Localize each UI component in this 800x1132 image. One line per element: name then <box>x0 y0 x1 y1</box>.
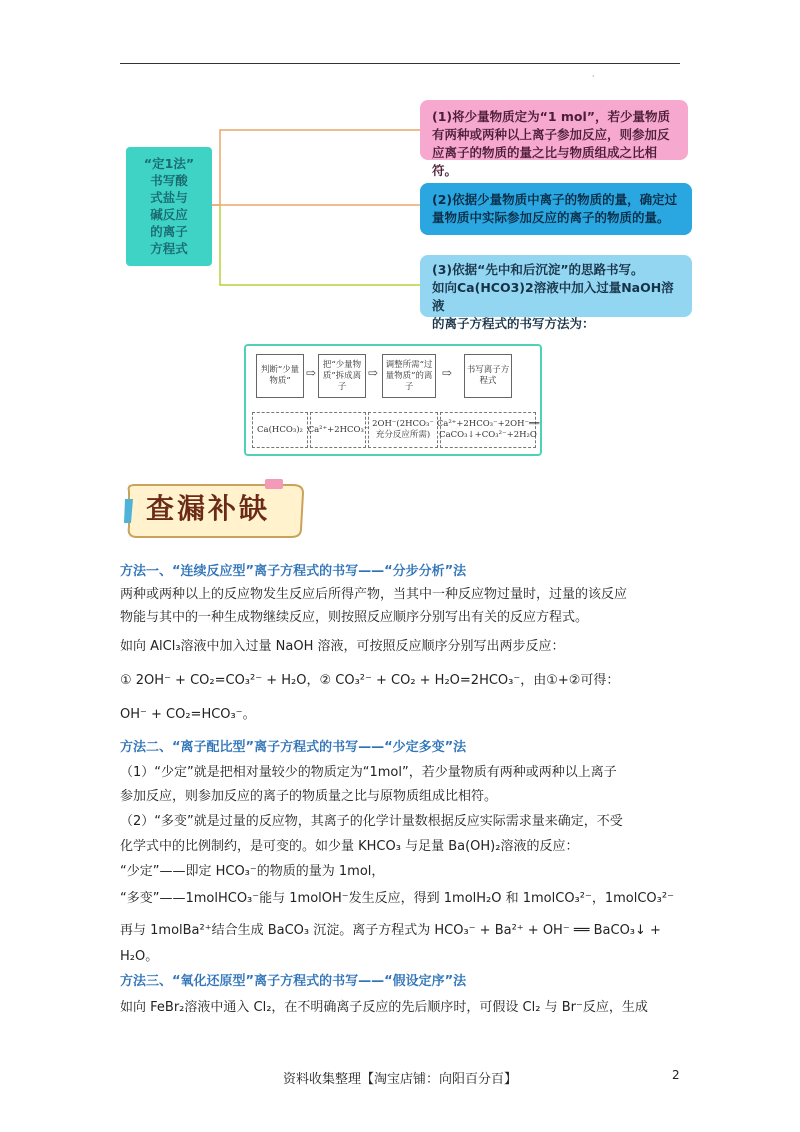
flow-result-4 <box>436 412 540 448</box>
method2-p6: “多变”——1molHCO₃⁻能与 1molOH⁻发生反应，得到 1molH₂O 和 1molCO₃²⁻，1molCO₃²⁻ <box>120 891 674 906</box>
method2-p5: “少定”——即定 HCO₃⁻的物质的量为 1mol， <box>120 864 385 879</box>
method3-heading: 方法三、“氧化还原型”离子方程式的书写——“假设定序”法 <box>120 974 467 989</box>
method2-p4: 化学式中的比例制约，是可变的。如少量 KHCO₃ 与足量 Ba(OH)₂溶液的反应： <box>120 839 579 854</box>
method2-p7: 再与 1molBa²⁺结合生成 BaCO₃ 沉淀。离子方程式为 HCO₃⁻ + Ba²⁺ + OH⁻ ══ BaCO₃↓ + <box>120 923 661 938</box>
method1-p2: 物能与其中的一种生成物继续反应，则按照反应顺序分别写出有关的反应方程式。 <box>120 610 589 625</box>
arrow-icon: ⇨ <box>442 366 453 380</box>
center-line: 式盐与 <box>150 190 188 205</box>
flow-diagram <box>244 344 542 456</box>
mindmap-center-topic <box>126 147 212 266</box>
arrow-icon: ⇨ <box>368 366 379 380</box>
method1-p4: ① 2OH⁻ + CO₂=CO₃²⁻ + H₂O，② CO₃²⁻ + CO₂ + H₂O=2HCO₃⁻，由①+②可得： <box>120 673 620 688</box>
method2-heading: 方法二、“离子配比型”离子方程式的书写——“少定多变”法 <box>120 740 467 755</box>
flow-step-1: 判断“少量物质” <box>256 354 304 398</box>
method3-p1: 如向 FeBr₂溶液中通入 Cl₂，在不明确离子反应的先后顺序时，可假设 Cl₂ 与 Br⁻反应，生成 <box>120 1000 648 1015</box>
method2-p1: （1）“少定”就是把相对量较少的物质定为“1mol”，若少量物质有两种或两种以上离子 <box>120 765 617 780</box>
center-line: 书写酸 <box>150 173 188 188</box>
mindmap-branch-1: (1)将少量物质定为“1 mol”，若少量物质有两种或两种以上离子参加反应，则参加反应离子的物质的量之比与物质组成之比相符。 <box>420 100 688 160</box>
flow-result-2: Ca²⁺+2HCO₃⁻ <box>310 412 366 448</box>
method2-p2: 参加反应，则参加反应的离子的物质量之比与原物质组成比相符。 <box>120 789 498 804</box>
branch3-line1: (3)依据“先中和后沉淀”的思路书写。 <box>432 262 644 277</box>
mindmap-branch-2: (2)依据少量物质中离子的物质的量，确定过量物质中实际参加反应的离子的物质的量。 <box>420 183 692 235</box>
flow-step-3: 调整所需“过量物质”的离子 <box>382 354 436 398</box>
flow-step-2: 把“少量物质”拆成离子 <box>318 354 366 398</box>
center-line: 碱反应 <box>150 207 188 222</box>
center-line: “定1法” <box>143 156 195 171</box>
method1-p1: 两种或两种以上的反应物发生反应后所得产物，当其中一种反应物过量时，过量的该反应 <box>120 587 628 602</box>
flow-step-4: 书写离子方程式 <box>464 354 512 398</box>
page-number: 2 <box>672 1068 680 1082</box>
flow-result-3: 2OH⁻(2HCO₃⁻充分反应所需) <box>368 412 438 448</box>
flow-result-1: Ca(HCO₃)₂ <box>252 412 308 448</box>
center-line: 方程式 <box>150 241 188 256</box>
method1-heading: 方法一、“连续反应型”离子方程式的书写——“分步分析”法 <box>120 564 467 579</box>
method2-p3: （2）“多变”就是过量的反应物，其离子的化学计量数根据反应实际需求量来确定，不受 <box>120 814 623 829</box>
mindmap-branch-3 <box>420 255 692 331</box>
arrow-icon: ⇨ <box>306 366 317 380</box>
branch3-line2: 如向Ca(HCO3)2溶液中加入过量NaOH溶液 <box>432 280 674 313</box>
flow-result-4-line1: Ca²⁺+2HCO₃⁻+2OH⁻══ <box>436 419 540 429</box>
method1-p5: OH⁻ + CO₂=HCO₃⁻。 <box>120 707 256 722</box>
page-footer: 资料收集整理【淘宝店铺：向阳百分百】 <box>282 1072 517 1087</box>
method2-p8: H₂O。 <box>120 949 159 964</box>
flow-result-4-line2: CaCO₃↓+CO₃²⁻+2H₂O <box>439 430 537 440</box>
center-line: 的离子 <box>150 224 188 239</box>
badge-title: 查漏补缺 <box>146 492 271 525</box>
decorative-dot: · <box>592 72 595 81</box>
method1-p3: 如向 AlCl₃溶液中加入过量 NaOH 溶液，可按照反应顺序分别写出两步反应： <box>120 639 565 654</box>
top-rule <box>120 63 680 64</box>
mindmap-connectors <box>212 128 422 288</box>
branch3-line3: 的离子方程式的书写方法为： <box>432 316 595 331</box>
